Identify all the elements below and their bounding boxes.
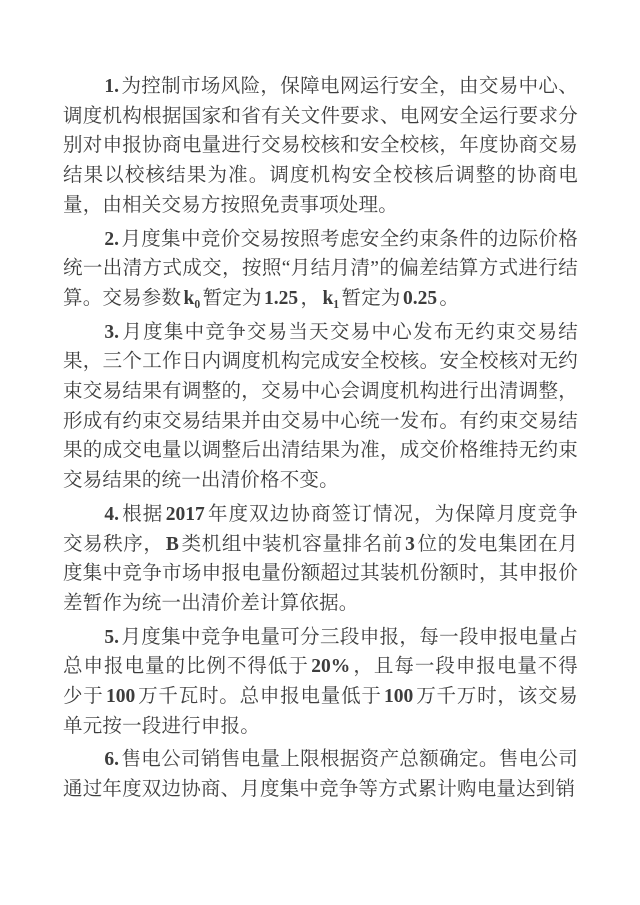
paragraph-6: 6. 售电公司销售电量上限根据资产总额确定。售电公司通过年度双边协商、月度集中竞争等方式累计购电量达到销 [63,749,578,801]
paragraph-3: 3. 月度集中竞争交易当天交易中心发布无约束交易结果，三个工作日内调度机构完成安全校核。安全校核对无约束交易结果有调整的，交易中心会调度机构进行出清调整，形成有约束交易结果并由交易中心统一发布。有约束交易结果的成交电量以调整后出清结果为准，成交价格维持无约束交易结果的统一出清价格不变。 [63,321,578,492]
paragraph-4: 4. 根据 2017 年度双边协商签订情况，为保障月度竞争交易秩序， B 类机组中装机容量排名前 3 位的发电集团在月度集中竞争市场申报电量份额超过其装机份额时，其申报价差暂作为统一出清价差计算依据。 [63,503,578,614]
paragraph-2: 2. 月度集中竞价交易按照考虑安全约束条件的边际价格统一出清方式成交，按照“月结月清”的偏差结算方式进行结算。交易参数 k₀ 暂定为 1.25 ， k₁ 暂定为 0.25 。 [63,228,578,309]
paragraph-1: 1. 为控制市场风险，保障电网运行安全，由交易中心、调度机构根据国家和省有关文件要求、电网安全运行要求分别对申报协商电量进行交易校核和安全校核，年度协商交易结果以校核结果为准。调度机构安全校核后调整的协商电量，由相关交易方按照免责事项处理。 [63,76,578,216]
document-body [63,72,578,809]
paragraph-5: 5. 月度集中竞争电量可分三段申报，每一段申报电量占总申报电量的比例不得低于 20% ，且每一段申报电量不得少于 100 万千瓦时。总申报电量低于 100 万千万时，该交易单元按一段进行申报。 [63,626,578,737]
